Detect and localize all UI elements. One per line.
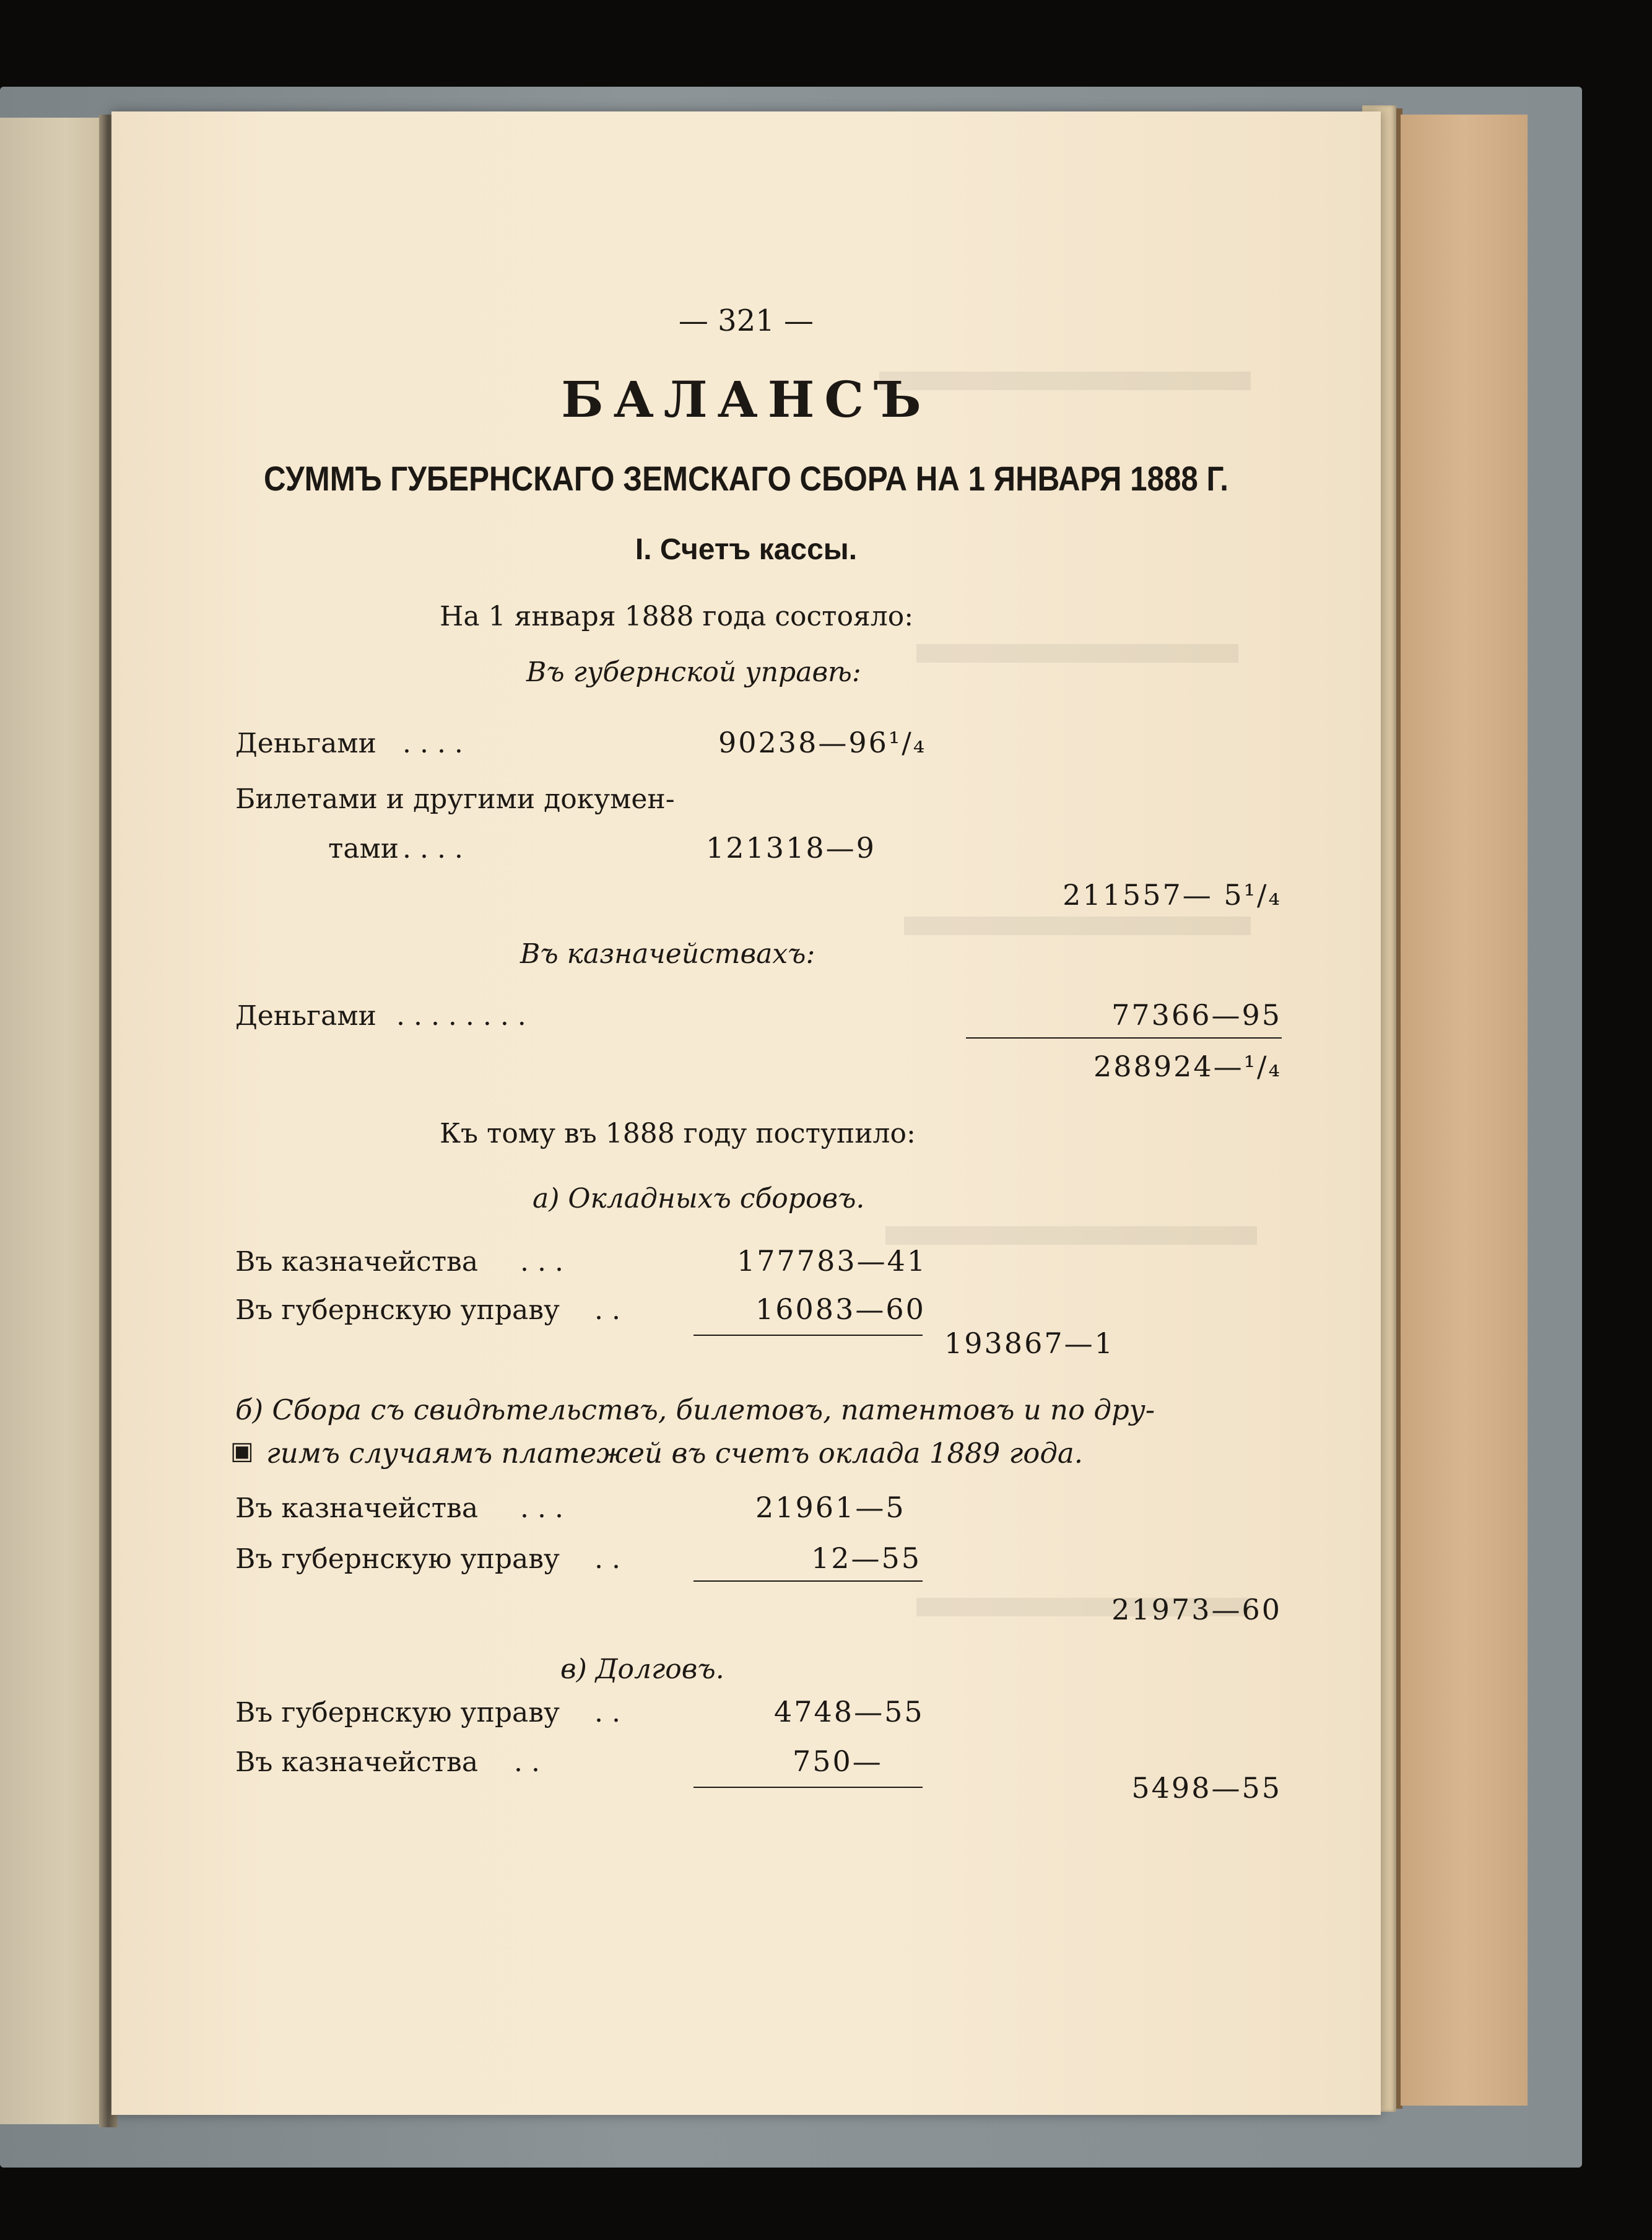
treasury-cash-label: Деньгами — [235, 1000, 376, 1032]
leader-dots: . . . . . . . . — [396, 1000, 526, 1032]
row-label: Въ губернскую управу — [235, 1294, 560, 1326]
sum-rule — [693, 1580, 923, 1582]
treasuries-heading: Въ казначействахъ: — [520, 938, 815, 970]
leader-dots: . . — [594, 1543, 620, 1575]
leader-dots: . . — [514, 1746, 540, 1778]
document-page — [111, 111, 1381, 2115]
receipts-heading: Къ тому въ 1888 году поступило: — [440, 1118, 916, 1149]
leader-dots: . . . — [520, 1493, 563, 1524]
cash-value: 90238—96¹/₄ — [718, 726, 927, 759]
tickets-label-cont: тами — [328, 833, 399, 865]
sum-rule — [693, 1335, 923, 1336]
leader-dots: . . . . — [402, 728, 463, 759]
section-v-total: 5498—55 — [1131, 1771, 1282, 1805]
section-b-heading: б) Сбора съ свидѣтельствъ, билетовъ, патентовъ и по дру- — [235, 1393, 1155, 1426]
section-a-total: 193867—1 — [944, 1327, 1115, 1360]
section-b-total: 21973—60 — [1111, 1593, 1282, 1626]
page-number: — 321 — — [678, 303, 814, 338]
section-v-heading: в) Долговъ. — [560, 1654, 724, 1685]
left-page-edge — [0, 118, 108, 2124]
leader-dots: . . — [594, 1294, 620, 1326]
row-label: Въ казначейства — [235, 1746, 479, 1778]
sum-rule — [693, 1787, 923, 1788]
cash-label: Деньгами — [235, 728, 376, 759]
opening-heading: На 1 января 1888 года состояло: — [440, 601, 914, 632]
library-stamp-icon: ▣ — [230, 1437, 254, 1465]
leader-dots: . . — [594, 1697, 620, 1728]
leader-dots: . . . . — [402, 833, 463, 865]
row-value: 16083—60 — [755, 1292, 926, 1326]
provincial-subtotal: 211557— 5¹/₄ — [1063, 878, 1282, 912]
sum-rule — [966, 1037, 1282, 1039]
row-value: 4748—55 — [774, 1695, 924, 1728]
section-a-heading: а) Окладныхъ сборовъ. — [533, 1183, 865, 1214]
back-board — [1401, 115, 1528, 2106]
row-label: Въ казначейства — [235, 1493, 479, 1524]
row-value: 12—55 — [811, 1541, 922, 1575]
leader-dots: . . . — [520, 1246, 563, 1278]
row-label: Въ казначейства — [235, 1246, 479, 1278]
row-label: Въ губернскую управу — [235, 1697, 560, 1728]
provincial-board-heading: Въ губернской управѣ: — [526, 656, 861, 688]
page-title: БАЛАНСЪ — [561, 370, 931, 429]
page-subtitle: СУММЪ ГУБЕРНСКАГО ЗЕМСКАГО СБОРА НА 1 ЯНВАРЯ 1888 Г. — [264, 459, 1228, 498]
section-b-heading-cont: гимъ случаямъ платежей въ счетъ оклада 1889 года. — [266, 1437, 1084, 1470]
tickets-value: 121318—9 — [706, 831, 876, 865]
row-value: 21961—5 — [755, 1491, 906, 1524]
treasury-cash-value: 77366—95 — [1111, 998, 1282, 1032]
row-value: 177783—41 — [737, 1244, 928, 1278]
opening-total: 288924—¹/₄ — [1093, 1050, 1282, 1083]
tickets-label: Билетами и другими докумен- — [235, 783, 675, 815]
section-heading: I. Счетъ кассы. — [635, 533, 858, 566]
row-value: 750— — [793, 1745, 883, 1778]
row-label: Въ губернскую управу — [235, 1543, 560, 1575]
